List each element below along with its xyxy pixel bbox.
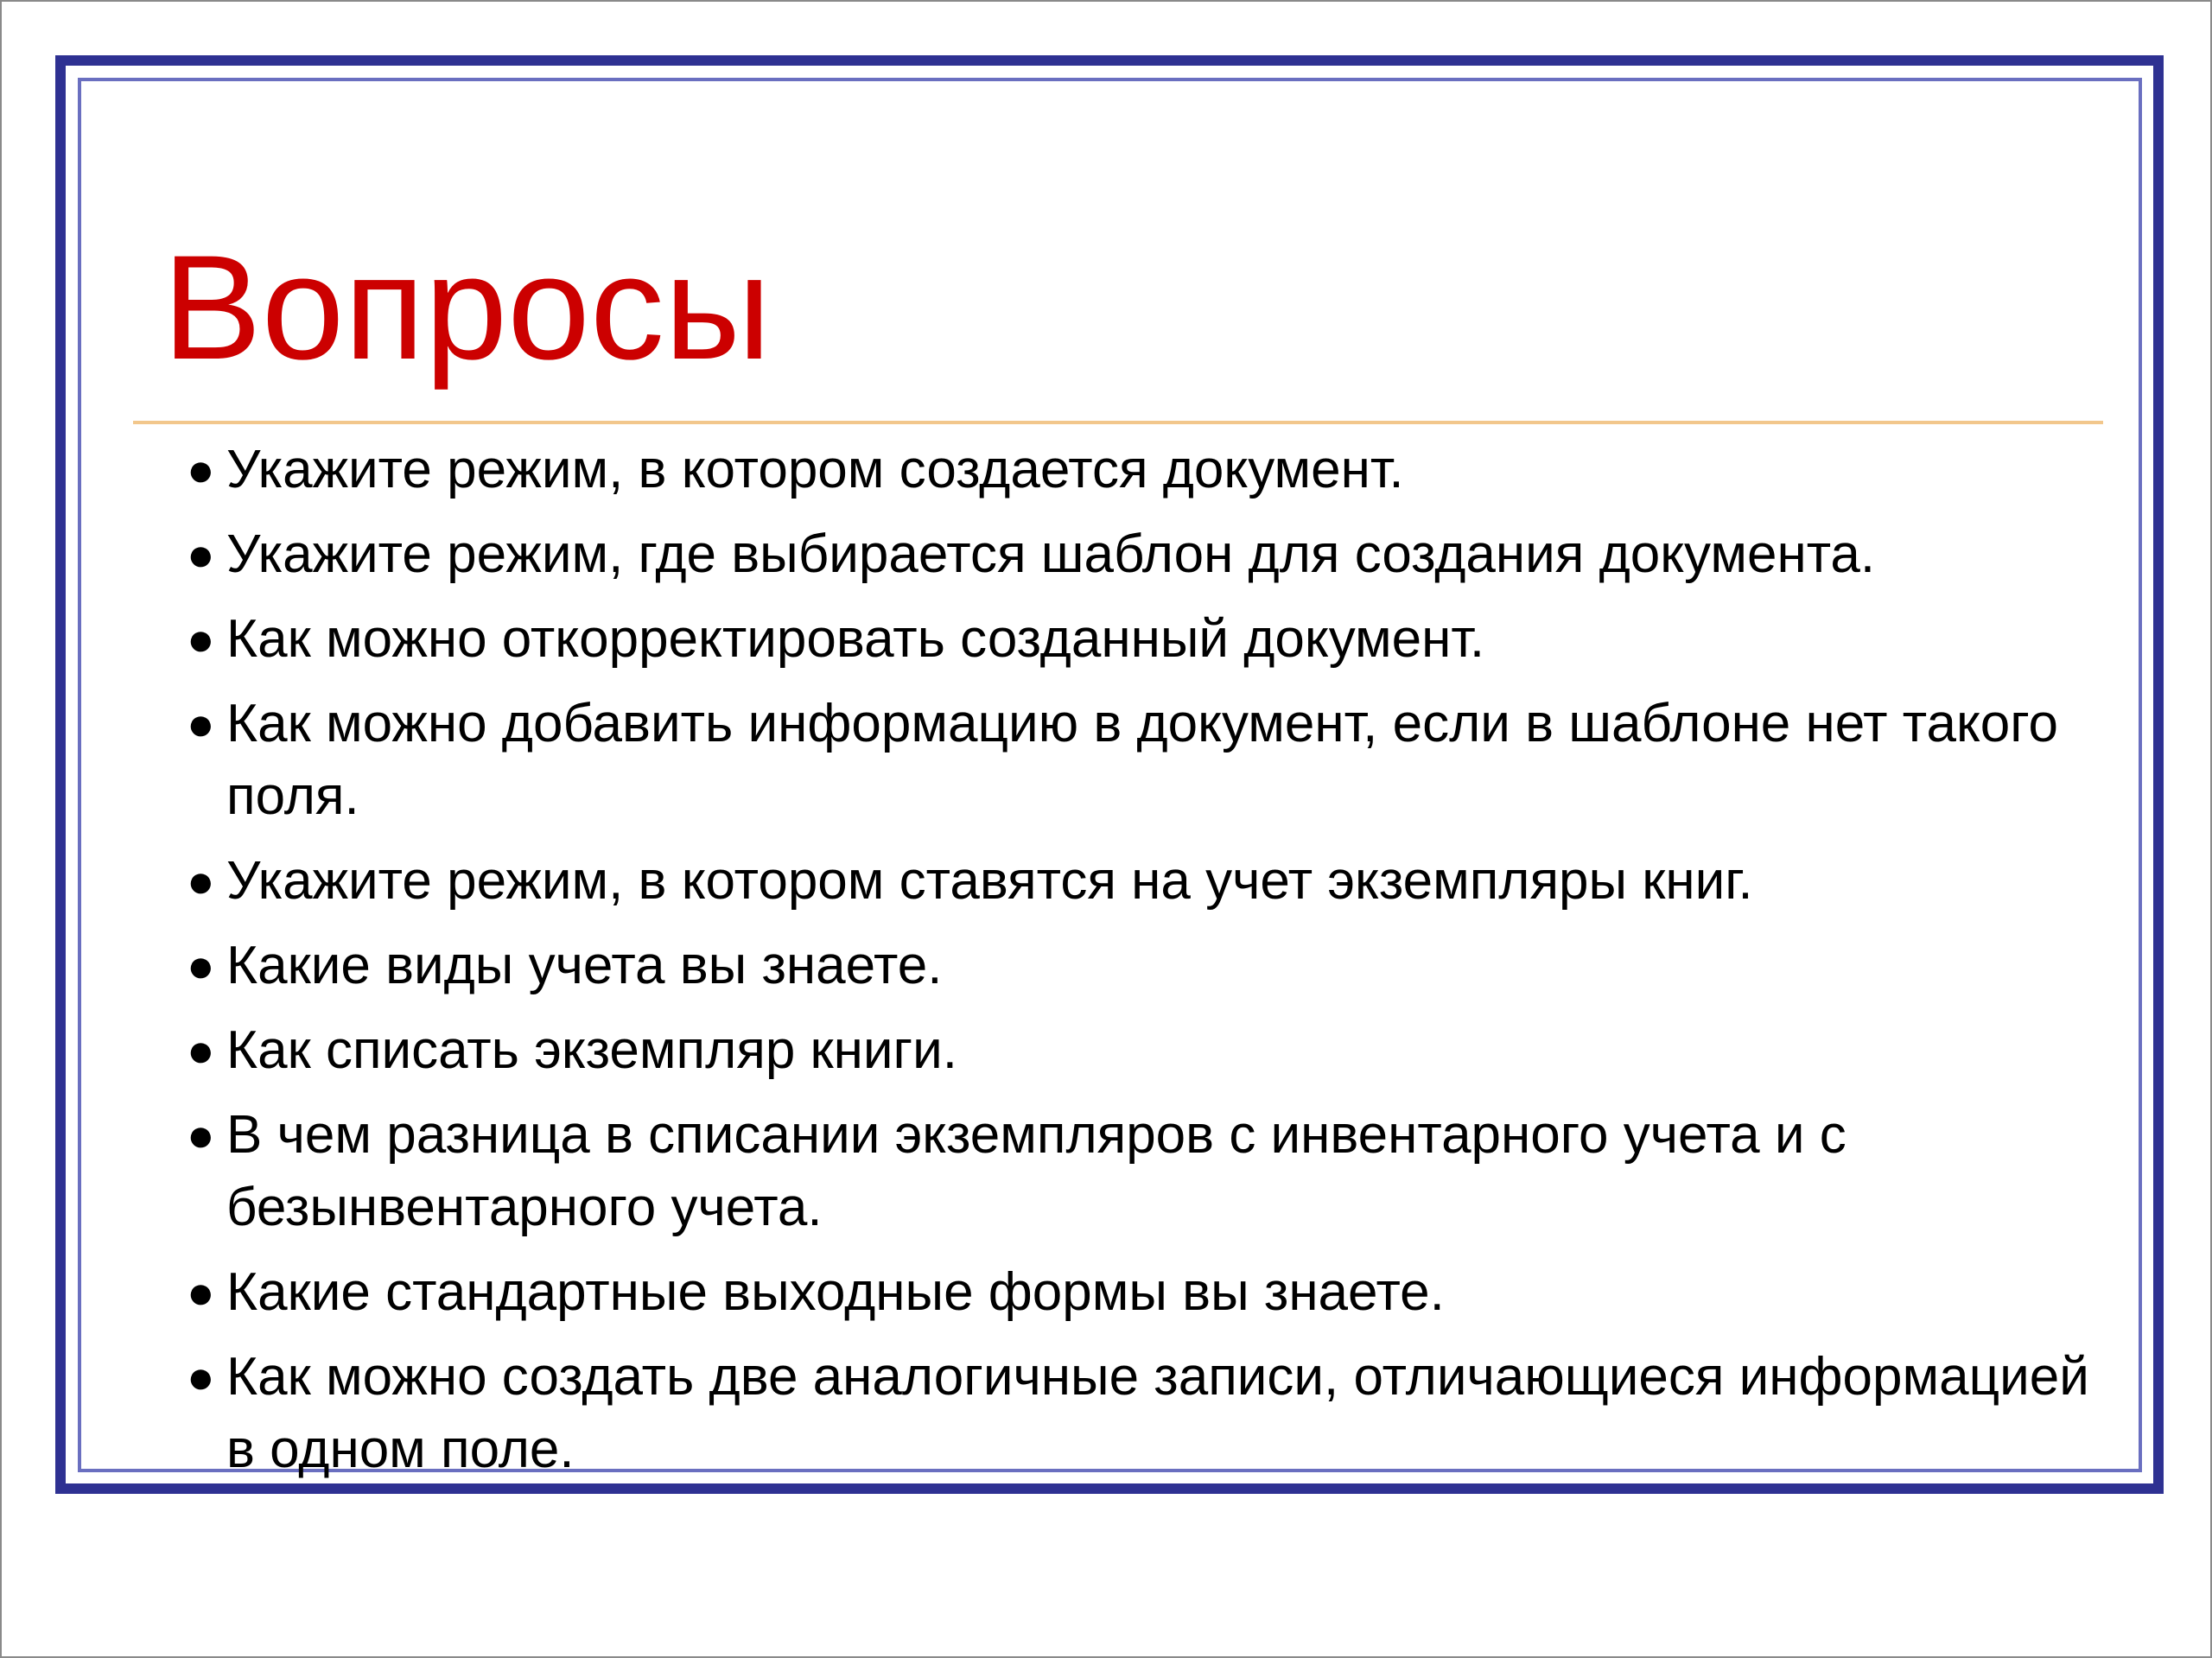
bullet-icon: ● [187, 855, 215, 907]
bullet-icon: ● [187, 1267, 215, 1318]
slide-title: Вопросы [162, 225, 772, 391]
list-item [183, 1341, 2110, 1486]
bullet-icon: ● [187, 940, 215, 992]
question-text: Укажите режим, в котором создается документ. [226, 440, 1404, 499]
title-divider [133, 421, 2103, 424]
list-item [183, 930, 2110, 1002]
question-text: Укажите режим, где выбирается шаблон для создания документа. [226, 524, 1876, 584]
question-list [183, 434, 2110, 1498]
bullet-icon: ● [187, 698, 215, 750]
list-item [183, 1099, 2110, 1244]
question-text: Какие виды учета вы знаете. [226, 936, 943, 995]
bullet-icon: ● [187, 444, 215, 496]
question-text: В чем разница в списании экземпляров с инвентарного учета и с безынвентарного учета. [226, 1105, 1847, 1237]
list-item [183, 1256, 2110, 1329]
question-text: Как можно создать две аналогичные записи, отличающиеся информацией в одном поле. [226, 1347, 2089, 1479]
bullet-icon: ● [187, 529, 215, 581]
question-text: Как списать экземпляр книги. [226, 1020, 957, 1080]
question-text: Укажите режим, в котором ставятся на учет экземпляры книг. [226, 851, 1753, 911]
question-text: Как можно добавить информацию в документ, если в шаблоне нет такого поля. [226, 694, 2059, 826]
bullet-icon: ● [187, 613, 215, 665]
question-text: Как можно откорректировать созданный документ. [226, 609, 1485, 669]
bullet-icon: ● [187, 1351, 215, 1403]
list-item [183, 518, 2110, 591]
list-item [183, 1014, 2110, 1087]
list-item [183, 603, 2110, 676]
list-item [183, 688, 2110, 833]
list-item [183, 434, 2110, 506]
list-item [183, 845, 2110, 918]
bullet-icon: ● [187, 1109, 215, 1161]
bullet-icon: ● [187, 1025, 215, 1077]
question-text: Какие стандартные выходные формы вы знаете. [226, 1262, 1445, 1322]
